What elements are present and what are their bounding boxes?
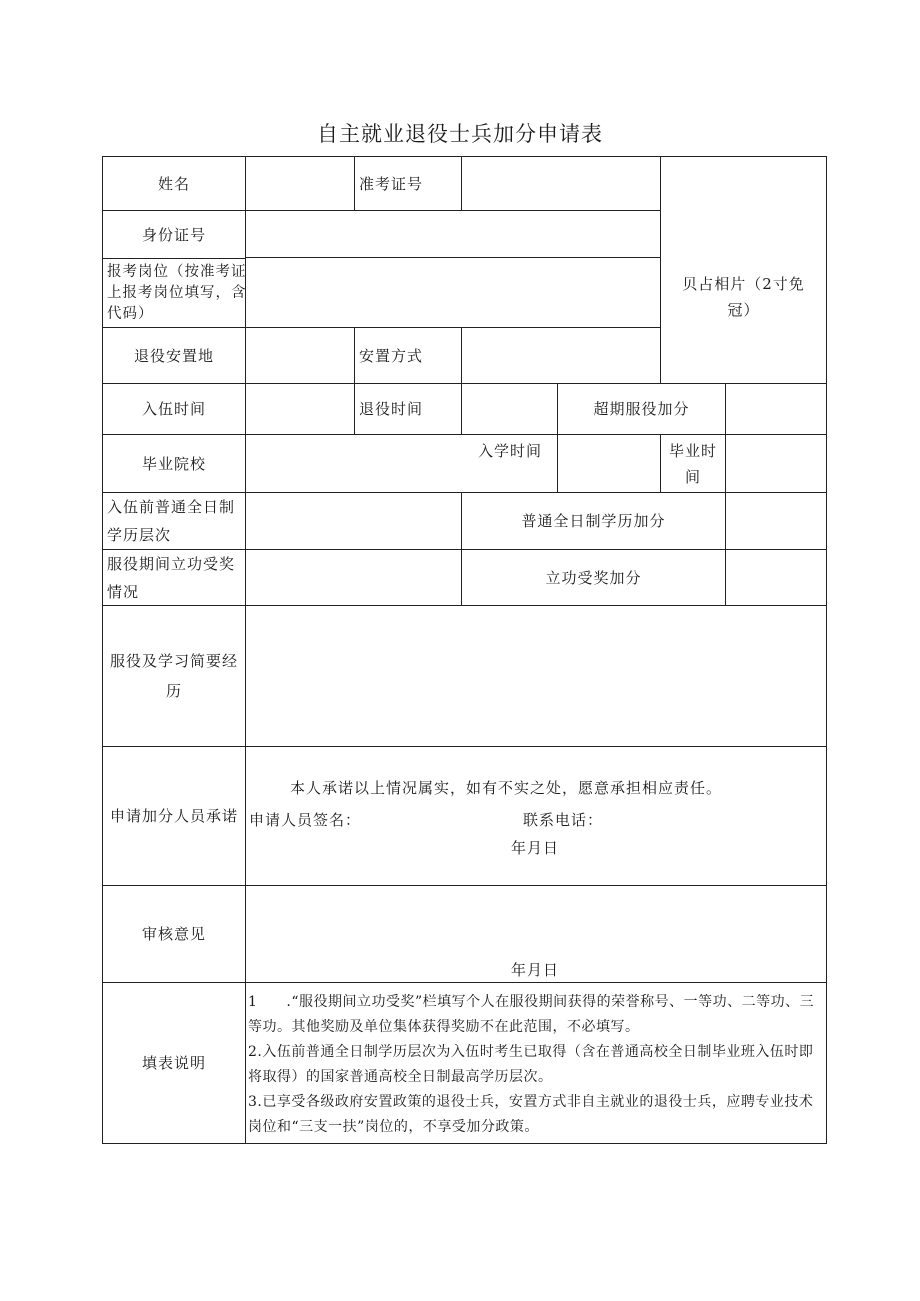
pledge-statement: 本人承诺以上情况属实，如有不实之处，愿意承担相应责任。: [290, 779, 723, 797]
edu-bonus-field[interactable]: [726, 493, 826, 549]
label-id-number: 身份证号: [141, 225, 206, 244]
pledge-date: 年月日: [511, 839, 560, 857]
photo-placeholder[interactable]: 贝占相片（2寸免冠）: [682, 275, 805, 319]
overtime-bonus-field[interactable]: [726, 384, 826, 434]
label-pledge: 申请加分人员承诺: [109, 807, 238, 825]
enroll-time-field[interactable]: [558, 435, 660, 492]
label-resettle-place: 退役安置地: [133, 346, 214, 365]
label-grad-time: 毕业时间: [669, 442, 718, 486]
resettle-place-field[interactable]: [246, 328, 354, 383]
page-title: 自主就业退役士兵加分申请表: [317, 122, 603, 146]
school-field[interactable]: [246, 435, 461, 492]
instruction-item: 2.入伍前普通全日制学历层次为入伍时考生已取得（含在普通高校全日制毕业班入伍时即将取得）的国家普通高校全日制最高学历层次。: [248, 1044, 814, 1085]
discharge-time-field[interactable]: [462, 384, 557, 434]
label-notes: 填表说明: [141, 1054, 206, 1072]
label-review: 审核意见: [141, 925, 206, 943]
label-enroll-time: 入学时间: [478, 442, 543, 460]
exam-ticket-field[interactable]: [462, 157, 660, 210]
enlist-time-field[interactable]: [246, 384, 354, 434]
label-exam-ticket: 准考证号: [359, 174, 424, 193]
resettle-method-field[interactable]: [462, 328, 660, 383]
name-field[interactable]: [246, 157, 354, 210]
grad-time-field[interactable]: [726, 435, 826, 492]
resume-field[interactable]: [246, 606, 826, 746]
instructions-list: [248, 990, 820, 1140]
merit-field[interactable]: [246, 550, 461, 605]
position-field[interactable]: [254, 258, 660, 327]
instruction-item: 3.已享受各级政府安置政策的退役士兵，安置方式非自主就业的退役士兵，应聘专业技术岗位和“三支一扶”岗位的，不享受加分政策。: [248, 1094, 814, 1135]
label-school: 毕业院校: [141, 454, 206, 473]
label-edu-level: 入伍前普通全日制学历层次: [107, 498, 236, 544]
review-date: 年月日: [511, 961, 560, 979]
merit-bonus-field[interactable]: [726, 550, 826, 605]
id-number-field[interactable]: [246, 211, 660, 257]
label-position: 报考岗位（按准考证上报考岗位填写，含代码）: [107, 263, 247, 322]
instruction-item: 1 .“服役期间立功受奖”栏填写个人在服役期间获得的荣誉称号、一等功、二等功、三等功。其他奖励及单位集体获得奖励不在此范围，不必填写。: [248, 994, 815, 1035]
label-resettle-method: 安置方式: [359, 346, 424, 365]
label-enlist-time: 入伍时间: [141, 400, 206, 418]
phone-label: 联系电话：: [523, 811, 604, 829]
label-name: 姓名: [157, 174, 190, 193]
label-merit: 服役期间立功受奖情况: [107, 554, 236, 601]
label-overtime-bonus: 超期服役加分: [593, 400, 690, 418]
edu-level-field[interactable]: [246, 493, 461, 549]
label-merit-bonus: 立功受奖加分: [545, 568, 642, 587]
signature-label: 申请人员签名：: [249, 811, 362, 829]
label-edu-bonus: 普通全日制学历加分: [521, 512, 666, 530]
label-resume: 服役及学习简要经历: [109, 652, 238, 700]
label-discharge-time: 退役时间: [359, 400, 424, 418]
